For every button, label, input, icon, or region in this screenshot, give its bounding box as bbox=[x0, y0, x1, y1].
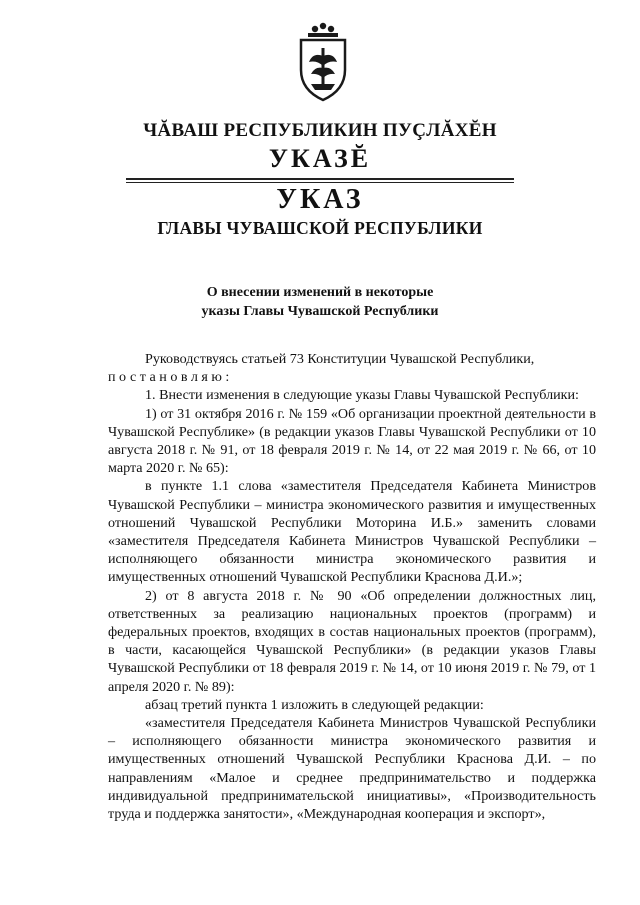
paragraph-subitem-2: 2) от 8 августа 2018 г. № 90 «Об определении должностных лиц, ответственных за реализацию национальных проектов (программ) и федеральных проектов, входящих в состав национальных проектов (программ), в части, касающейся Чувашской Республики» (в редакции указов Главы Чувашской Республики от 18 февраля 2019 г. № 14, от 10 июня 2019 г. № 79, от 1 апреля 2020 г. № 89): bbox=[108, 587, 596, 695]
decree-title-line-1: О внесении изменений в некоторые bbox=[206, 285, 434, 300]
header-glavy: ГЛАВЫ ЧУВАШСКОЙ РЕСПУБЛИКИ bbox=[157, 218, 483, 238]
header-ukaze: УКАЗĔ bbox=[268, 144, 372, 173]
header-divider-thin bbox=[126, 182, 514, 183]
header-divider bbox=[126, 178, 514, 180]
paragraph-resolve: постановляю: bbox=[108, 369, 233, 386]
paragraph-new-wording: «заместителя Председателя Кабинета Министров Чувашской Республики – исполняющего обязанности министра экономического развития и имущественных отношений Чувашской Республики Краснова Д.И. – по направлениям «Малое и среднее предпринимательство и поддержка индивидуальной предпринимательской инициативы», «Производительность труда и поддержка занятости», «Международная кооперация и экспорт», bbox=[108, 715, 596, 823]
paragraph-instruction: абзац третий пункта 1 изложить в следующей редакции: bbox=[145, 696, 484, 713]
paragraph-preamble: Руководствуясь статьей 73 Конституции Чувашской Республики, bbox=[145, 351, 535, 367]
decree-title-line-2: указы Главы Чувашской Республики bbox=[201, 304, 439, 319]
header-ukaz: УКАЗ bbox=[276, 184, 364, 215]
republic-emblem-icon bbox=[293, 22, 353, 104]
paragraph-amendment-1: в пункте 1.1 слова «заместителя Председателя Кабинета Министров Чувашской Республики – министра экономического развития и имущественных отношений Чувашской Республики Моторина И.Б.» заменить словами «заместителя Председателя Кабинета Министров Чувашской Республики – исполняющего обязанности министра экономического развития и имущественных отношений Чувашской Республики Краснова Д.И.»; bbox=[108, 478, 596, 586]
paragraph-subitem-1: 1) от 31 октября 2016 г. № 159 «Об организации проектной деятельности в Чувашской Республике» (в редакции указов Главы Чувашской Республики от 10 августа 2018 г. № 91, от 18 февраля 2019 г. № 14, от 22 мая 2019 г. № 66, от 10 марта 2020 г. № 65): bbox=[108, 405, 596, 477]
header-chuvash-republic: ЧĂВАШ РЕСПУБЛИКИН ПУÇЛĂХĔН bbox=[143, 120, 497, 141]
decree-title bbox=[160, 283, 480, 321]
paragraph-item-1: 1. Внести изменения в следующие указы Главы Чувашской Республики: bbox=[145, 387, 579, 404]
decree-body bbox=[108, 350, 596, 823]
